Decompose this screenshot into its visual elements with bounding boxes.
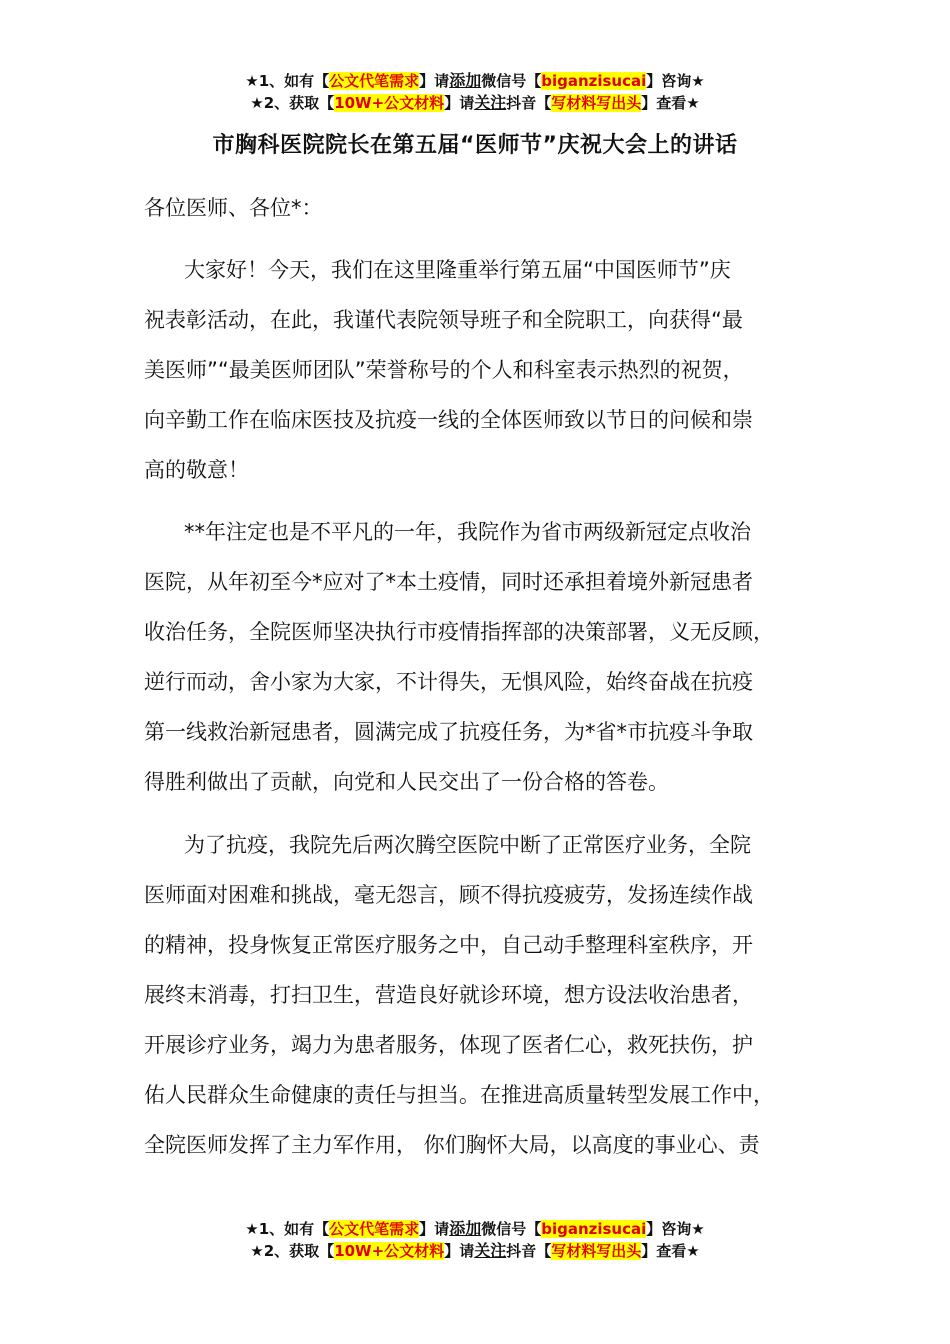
header-banner	[0, 70, 950, 114]
banner-line-2: ★2、获取【10W+公文材料】请关注抖音【写材料写出头】查看★	[250, 93, 700, 112]
highlight-service: 公文代笔需求	[329, 72, 420, 90]
highlight-wechat-id: biganzisucai	[541, 72, 647, 90]
highlight-douyin: 写材料写出头	[551, 1242, 642, 1260]
footer-banner	[0, 1218, 950, 1262]
paragraph-1: 大家好！今天，我们在这里隆重举行第五届“中国医师节”庆 祝表彰活动，在此，我谨代表院领导班子和全院职工，向获得“最 美医师”“最美医师团队”荣誉称号的个人和科室表示热烈的祝贺， 向辛勤工作在临床医技及抗疫一线的全体医师致以节日的问候和崇 高的敬意！	[144, 258, 753, 482]
footer-banner-line-1: ★1、如有【公文代笔需求】请添加微信号【biganzisucai】咨询★	[245, 1219, 705, 1238]
highlight-wechat-id: biganzisucai	[541, 1220, 647, 1238]
salutation: 各位医师、各位*：	[144, 196, 323, 220]
document-title: 市胸科医院院长在第五届“医师节”庆祝大会上的讲话	[212, 133, 738, 158]
highlight-douyin: 写材料写出头	[551, 94, 642, 112]
highlight-materials: 10W+公文材料	[334, 1242, 445, 1260]
paragraph-3: 为了抗疫，我院先后两次腾空医院中断了正常医疗业务，全院 医师面对困难和挑战，毫无怨言，顾不得抗疫疲劳，发扬连续作战 的精神，投身恢复正常医疗服务之中，自己动手整理科室秩序，开 展终末消毒，打扫卫生，营造良好就诊环境，想方设法收治患者， 开展诊疗业务，竭力为患者服务，体现了医者仁心，救死扶伤，护 佑人民群众生命健康的责任与担当。在推进高质量转型发展工作中， 全院医师发挥了主力军作用， 你们胸怀大局，以高度的事业心、责	[144, 833, 774, 1157]
highlight-materials: 10W+公文材料	[334, 94, 445, 112]
highlight-service: 公文代笔需求	[329, 1220, 420, 1238]
paragraph-2: **年注定也是不平凡的一年，我院作为省市两级新冠定点收治 医院，从年初至今*应对了*本土疫情，同时还承担着境外新冠患者 收治任务，全院医师坚决执行市疫情指挥部的决策部署，义无反顾， 逆行而动，舍小家为大家，不计得失，无惧风险，始终奋战在抗疫 第一线救治新冠患者，圆满完成了抗疫任务，为*省*市抗疫斗争取 得胜利做出了贡献，向党和人民交出了一份合格的答卷。	[144, 520, 774, 794]
banner-line-1: ★1、如有【公文代笔需求】请添加微信号【biganzisucai】咨询★	[245, 71, 705, 90]
footer-banner-line-2: ★2、获取【10W+公文材料】请关注抖音【写材料写出头】查看★	[250, 1241, 700, 1260]
